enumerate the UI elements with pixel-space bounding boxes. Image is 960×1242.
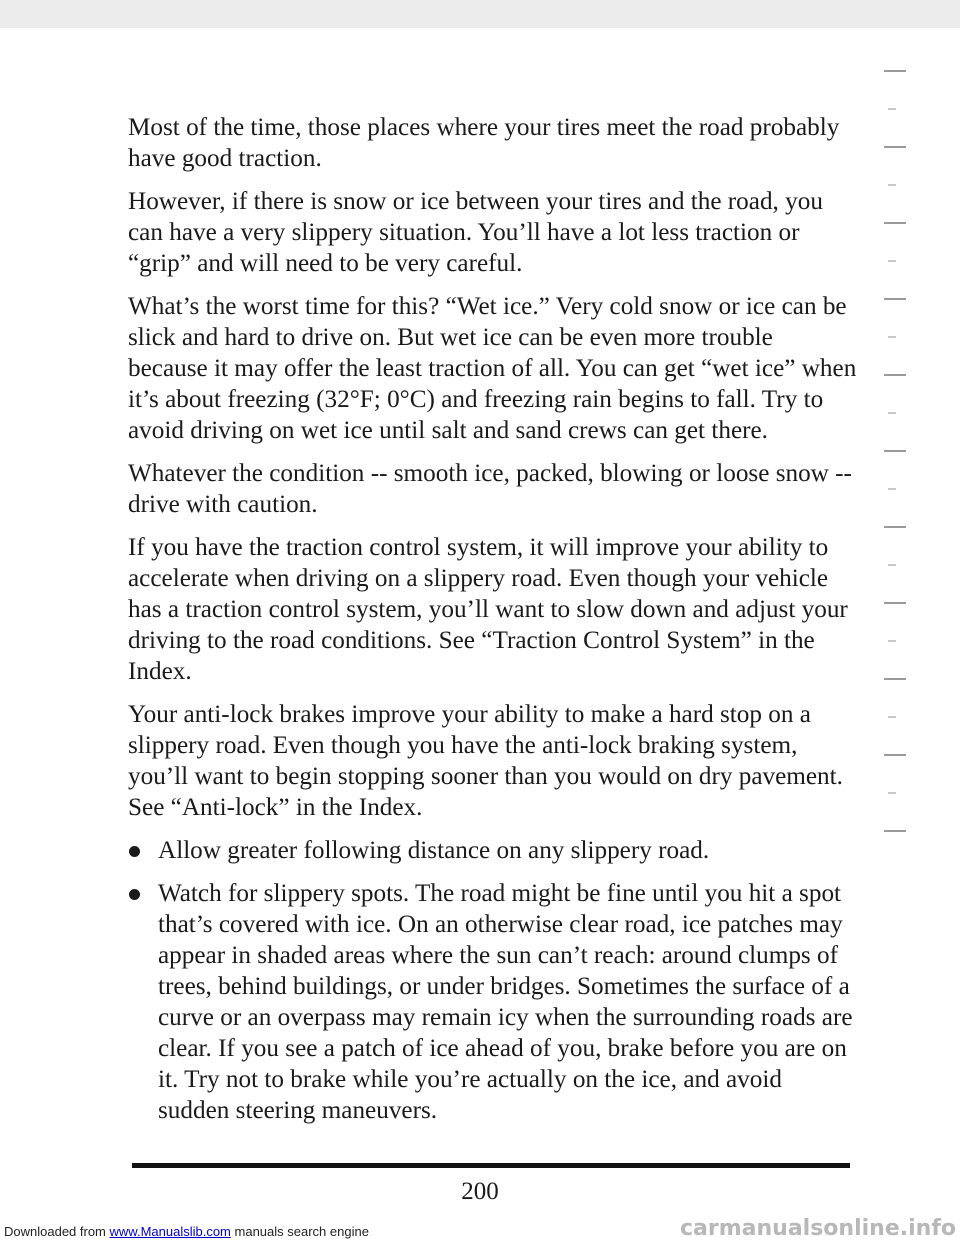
paragraph-anti-lock: Your anti-lock brakes improve your ability to make a hard stop on a slippery road. Even though you have the anti-lock braking system, you’ll want to begin stopping sooner than you would on dry pavement. See “Anti-lock” in the Index. (128, 701, 843, 821)
margin-marks (884, 70, 924, 868)
footer-prefix: Downloaded from (4, 1224, 106, 1239)
margin-mark (884, 526, 906, 528)
list-item (128, 835, 858, 866)
paragraph-traction-control: If you have the traction control system, it will improve your ability to accelerate when driving on a slippery road. Even though your vehicle has a traction control system, you’ll want to slow down and adjust your driving to the road conditions. See “Traction Control System” in the Index. (128, 534, 848, 685)
bullet-list (128, 835, 858, 1126)
margin-mark (888, 564, 896, 566)
page-rule (132, 1163, 850, 1168)
margin-mark (884, 450, 906, 452)
margin-mark (884, 602, 906, 604)
bullet-dot-icon (129, 846, 140, 857)
margin-mark (884, 830, 906, 832)
margin-mark (884, 298, 906, 300)
footer-source (4, 1224, 369, 1239)
margin-mark (884, 222, 906, 224)
margin-mark (888, 108, 896, 110)
top-scan-bar (0, 0, 960, 28)
page-content (128, 112, 858, 1138)
margin-mark (888, 336, 896, 338)
paragraph-snow-ice: However, if there is snow or ice between your tires and the road, you can have a very slippery situation. You’ll have a lot less traction or “grip” and will need to be very careful. (128, 188, 823, 277)
margin-mark (888, 792, 896, 794)
margin-mark (884, 678, 906, 680)
watermark: carmanualsonline.info (680, 1216, 956, 1241)
margin-mark (884, 374, 906, 376)
margin-mark (888, 716, 896, 718)
page-number: 200 (461, 1178, 499, 1205)
list-item (128, 878, 858, 1126)
margin-mark (884, 70, 906, 72)
bullet-text: Watch for slippery spots. The road might be fine until you hit a spot that’s covered with ice. On an otherwise clear road, ice patches may appear in shaded areas where the sun can’t reach: around clumps of trees, behind buildings, or under bridges. Sometimes the surface of a curve or an overpass may remain icy when the surrounding roads are clear. If you see a patch of ice ahead of you, brake before you are on it. Try not to brake while you’re actually on the ice, and avoid sudden steering maneuvers. (158, 880, 853, 1124)
margin-mark (884, 754, 906, 756)
margin-mark (888, 488, 896, 490)
bullet-dot-icon (129, 889, 140, 900)
paragraph-traction: Most of the time, those places where your tires meet the road probably have good traction. (128, 114, 840, 172)
margin-mark (888, 260, 896, 262)
margin-mark (888, 640, 896, 642)
paragraph-caution: Whatever the condition -- smooth ice, packed, blowing or loose snow -- drive with caution. (128, 460, 852, 518)
footer (0, 1218, 960, 1242)
paragraph-wet-ice: What’s the worst time for this? “Wet ice.” Very cold snow or ice can be slick and hard to drive on. But wet ice can be even more trouble because it may offer the least traction of all. You can get “wet ice” when it’s about freezing (32°F; 0°C) and freezing rain begins to fall. Try to avoid driving on wet ice until salt and sand crews can get there. (128, 293, 857, 444)
footer-suffix: manuals search engine (234, 1224, 369, 1239)
manualslib-link[interactable]: www.Manualslib.com (109, 1224, 231, 1239)
margin-mark (888, 184, 896, 186)
margin-mark (888, 412, 896, 414)
margin-mark (884, 146, 906, 148)
bullet-text: Allow greater following distance on any slippery road. (158, 837, 710, 864)
